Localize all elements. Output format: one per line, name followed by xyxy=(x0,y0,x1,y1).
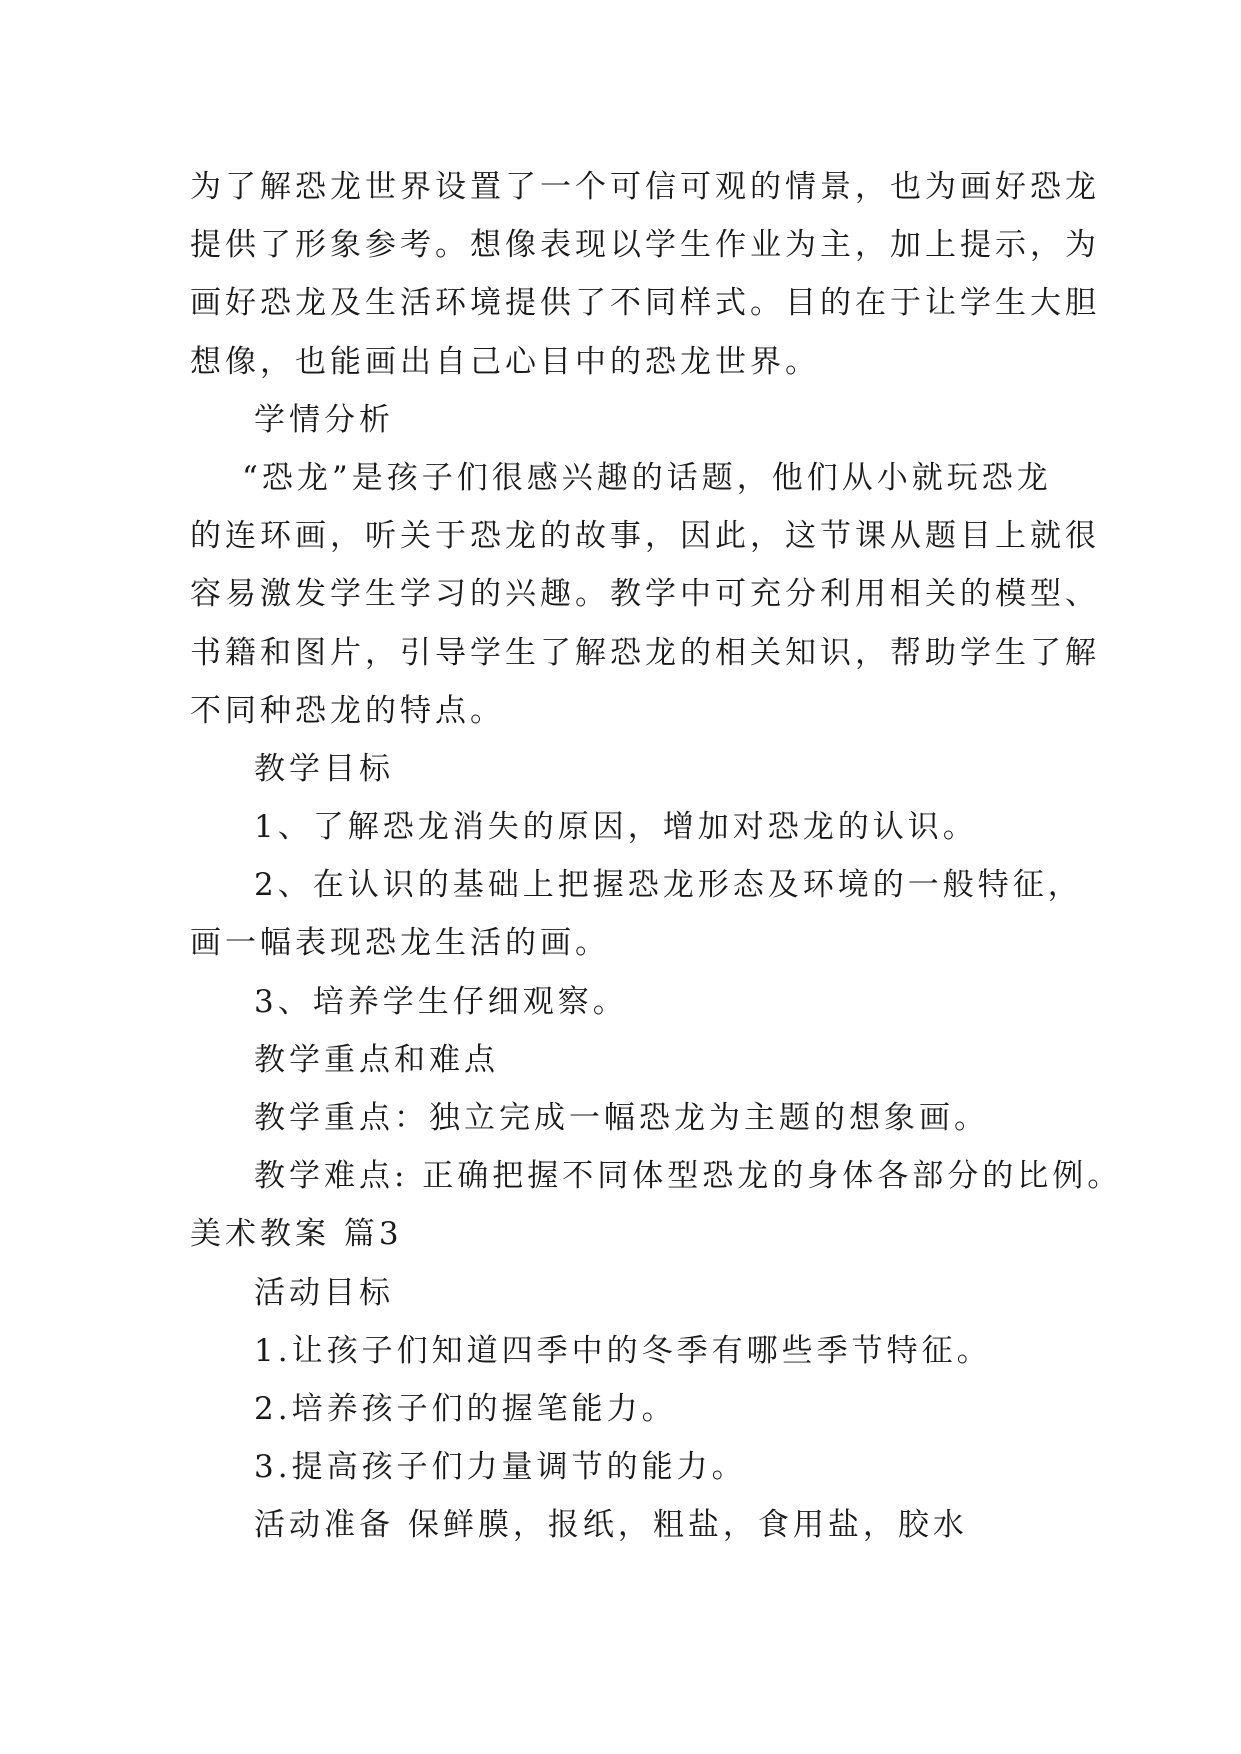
text-line: 2.培养孩子们的握笔能力。 xyxy=(254,1390,677,1427)
text-line: 提供了形象参考。想像表现以学生作业为主，加上提示，为 xyxy=(190,227,1100,264)
text-line: 3、培养学生仔细观察。 xyxy=(254,983,628,1020)
text-line: 2、在认识的基础上把握恐龙形态及环境的一般特征， xyxy=(254,867,1083,904)
text-line: 教学目标 xyxy=(254,750,394,787)
text-line: 画好恐龙及生活环境提供了不同样式。目的在于让学生大胆 xyxy=(190,285,1100,322)
text-line: “恐龙”是孩子们很感兴趣的话题，他们从小就玩恐龙 xyxy=(242,459,1052,496)
text-line: 不同种恐龙的特点。 xyxy=(190,692,505,729)
text-line: 为了解恐龙世界设置了一个可信可观的情景，也为画好恐龙 xyxy=(190,169,1100,205)
text-line: 书籍和图片，引导学生了解恐龙的相关知识，帮助学生了解 xyxy=(190,634,1100,671)
text-line: 活动准备 保鲜膜，报纸，粗盐，食用盐，胶水 xyxy=(254,1507,968,1544)
document-body xyxy=(190,158,1123,1555)
text-line: 教学难点: 正确把握不同体型恐龙的身体各部分的比例。 xyxy=(254,1158,1123,1195)
text-line: 1.让孩子们知道四季中的冬季有哪些季节特征。 xyxy=(254,1332,992,1369)
text-line: 的连环画，听关于恐龙的故事，因此，这节课从题目上就很 xyxy=(190,518,1100,555)
text-line: 1、了解恐龙消失的原因，增加对恐龙的认识。 xyxy=(254,809,978,846)
text-line: 教学重点：独立完成一幅恐龙为主题的想象画。 xyxy=(254,1100,989,1136)
text-line: 美术教案 篇3 xyxy=(190,1216,403,1253)
text-line: 画一幅表现恐龙生活的画。 xyxy=(190,925,610,962)
text-line: 活动目标 xyxy=(254,1274,394,1311)
text-line: 学情分析 xyxy=(254,401,394,438)
text-line: 3.提高孩子们力量调节的能力。 xyxy=(254,1449,747,1486)
text-line: 想像，也能画出自己心目中的恐龙世界。 xyxy=(190,343,820,380)
text-line: 容易激发学生学习的兴趣。教学中可充分利用相关的模型、 xyxy=(190,576,1100,613)
text-line: 教学重点和难点 xyxy=(254,1041,499,1078)
